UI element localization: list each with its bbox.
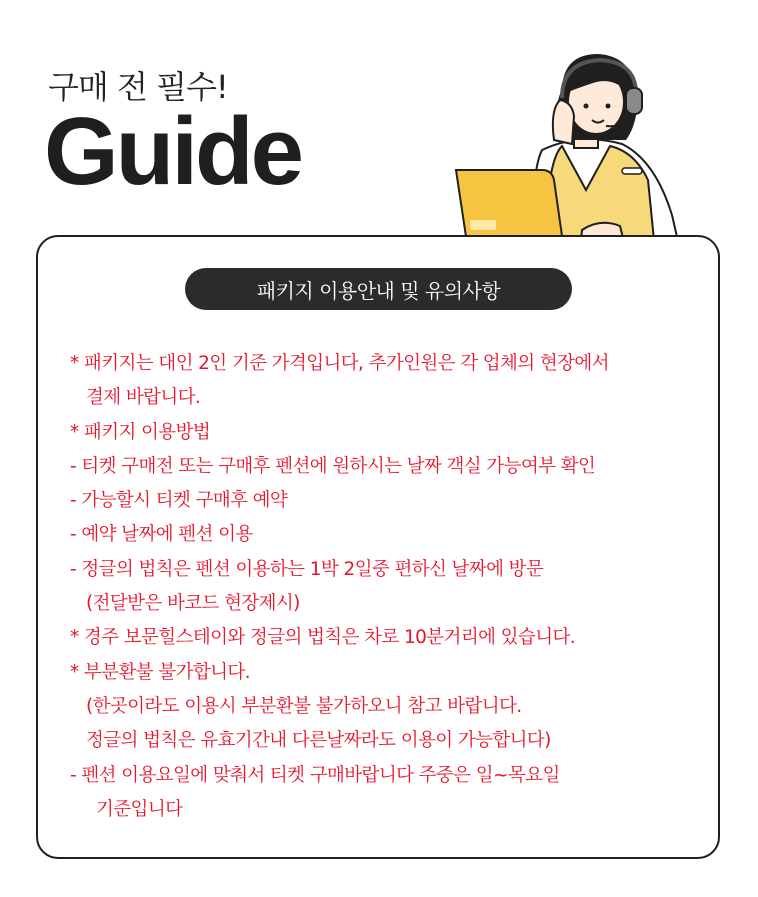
notice-line: - 예약 날짜에 펜션 이용 <box>70 524 253 546</box>
notice-line: - 티켓 구매전 또는 구매후 펜션에 원하시는 날짜 객실 가능여부 확인 <box>70 455 596 477</box>
notice-line: - 펜션 이용요일에 맞춰서 티켓 구매바랍니다 주중은 일~목요일 <box>70 764 560 786</box>
notice-line: - 정글의 법칙은 펜션 이용하는 1박 2일중 편하신 날짜에 방문 <box>70 558 544 580</box>
notice-list <box>70 347 710 827</box>
guide-subtitle: 구매 전 필수! <box>48 68 228 106</box>
notice-line: 정글의 법칙은 유효기간내 다른날짜라도 이용이 가능합니다) <box>86 730 551 752</box>
notice-line: * 패키지 이용방법 <box>70 421 211 443</box>
notice-line: - 가능할시 티켓 구매후 예약 <box>70 490 288 512</box>
guide-title: Guide <box>44 98 302 205</box>
notice-heading-pill: 패키지 이용안내 및 유의사항 <box>185 268 572 310</box>
notice-line: (전달받은 바코드 현장제시) <box>86 593 300 615</box>
notice-line: (한곳이라도 이용시 부분환불 불가하오니 참고 바랍니다. <box>86 695 522 717</box>
notice-line: 결제 바랍니다. <box>86 387 201 409</box>
customer-service-agent-illustration <box>450 40 710 250</box>
notice-line: * 부분환불 불가합니다. <box>70 661 250 683</box>
notice-line: * 패키지는 대인 2인 기준 가격입니다, 추가인원은 각 업체의 현장에서 <box>70 353 609 374</box>
notice-line: * 경주 보문힐스테이와 정글의 법칙은 차로 10분거리에 있습니다. <box>70 627 576 649</box>
notice-line: 기준입니다 <box>96 798 183 820</box>
